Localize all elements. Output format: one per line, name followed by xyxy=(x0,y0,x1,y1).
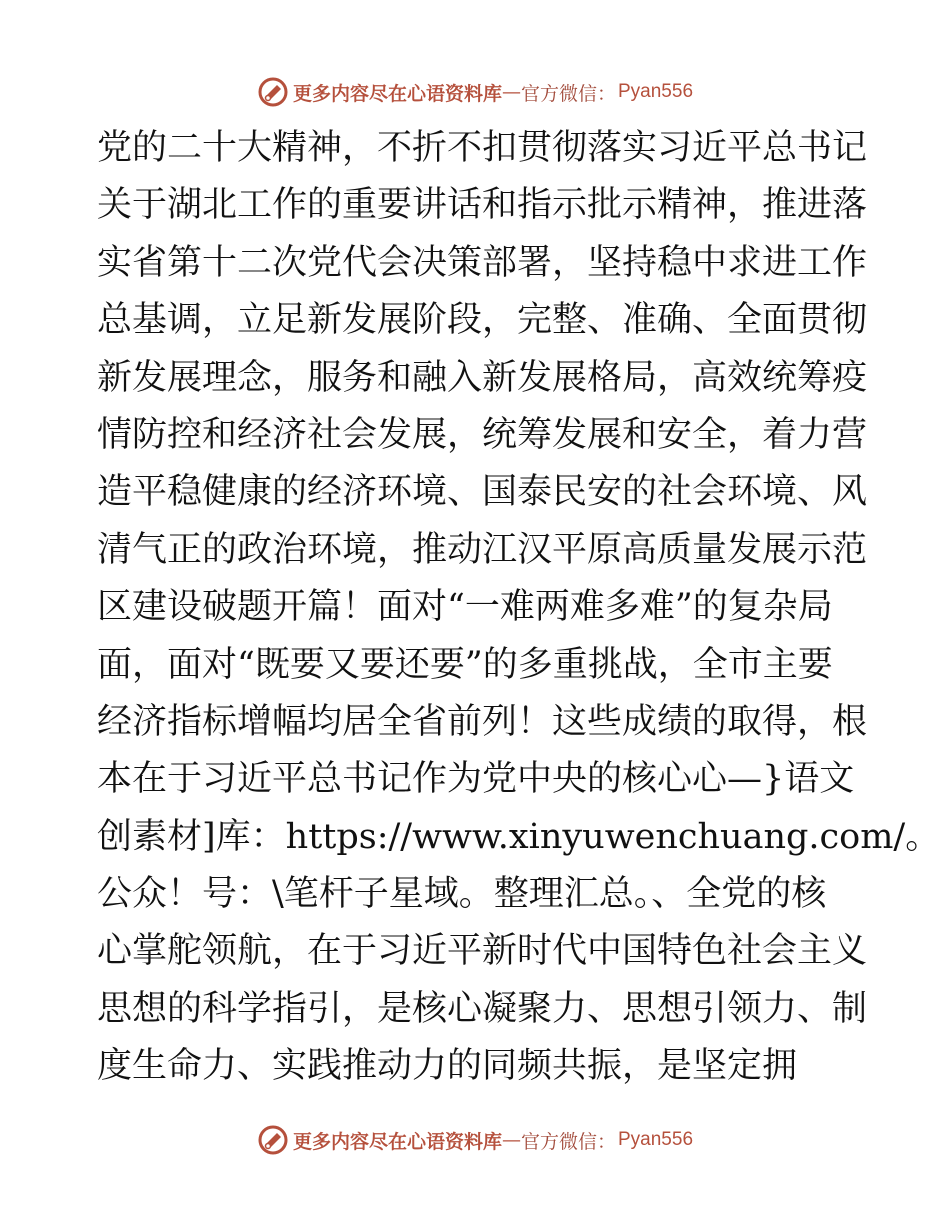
body-line: 总基调，立足新发展阶段，完整、准确、全面贯彻 xyxy=(97,300,868,341)
body-line: 区建设破题开篇！面对“一难两难多难”的复杂局 xyxy=(97,587,833,628)
body-line: 新发展理念，服务和融入新发展格局，高效统筹疫 xyxy=(97,357,868,398)
body-line: 造平稳健康的经济环境、国泰民安的社会环境、风 xyxy=(97,472,868,513)
body-line: 关于湖北工作的重要讲话和指示批示精神，推进落 xyxy=(97,185,868,226)
header-banner xyxy=(0,72,950,112)
body-line: 度生命力、实践推动力的同频共振，是坚定拥 xyxy=(97,1046,798,1087)
body-line: 心掌舵领航，在于习近平新时代中国特色社会主义 xyxy=(97,931,868,972)
header-dash: — xyxy=(501,81,521,103)
brand-logo-icon xyxy=(257,1124,289,1156)
footer-wechat-id: Pyan556 xyxy=(618,1129,694,1150)
brand-logo-icon xyxy=(257,76,289,108)
header-official-label: 官方微信： xyxy=(520,82,616,105)
body-line: 公众！号：\笔杆子星域。整理汇总。、全党的核 xyxy=(97,874,827,915)
header-wechat-id: Pyan556 xyxy=(618,81,694,102)
body-line: 情防控和经济社会发展，统筹发展和安全，着力营 xyxy=(97,414,868,455)
body-line: 面，面对“既要又要还要”的多重挑战，全市主要 xyxy=(97,644,833,685)
body-line: 本在于习近平总书记作为党中央的核心心—}语文 xyxy=(97,759,855,800)
footer-dash: — xyxy=(501,1129,521,1151)
body-line: 清气正的政治环境，推动江汉平原高质量发展示范 xyxy=(97,529,868,570)
footer-banner xyxy=(0,1120,950,1160)
footer-promo-text: 更多内容尽在心语资料库 xyxy=(292,1130,502,1153)
document-body xyxy=(97,120,941,1096)
body-line: 创素材]库：https://www.xinyuwenchuang.com/。 xyxy=(97,816,941,857)
footer-official-label: 官方微信： xyxy=(520,1130,616,1153)
body-line: 实省第十二次党代会决策部署，坚持稳中求进工作 xyxy=(97,242,868,283)
body-line: 党的二十大精神，不折不扣贯彻落实习近平总书记 xyxy=(97,128,868,168)
body-line: 思想的科学指引，是核心凝聚力、思想引领力、制 xyxy=(97,988,868,1029)
header-promo-text: 更多内容尽在心语资料库 xyxy=(292,82,502,105)
body-line: 经济指标增幅均居全省前列！这些成绩的取得，根 xyxy=(97,701,868,742)
